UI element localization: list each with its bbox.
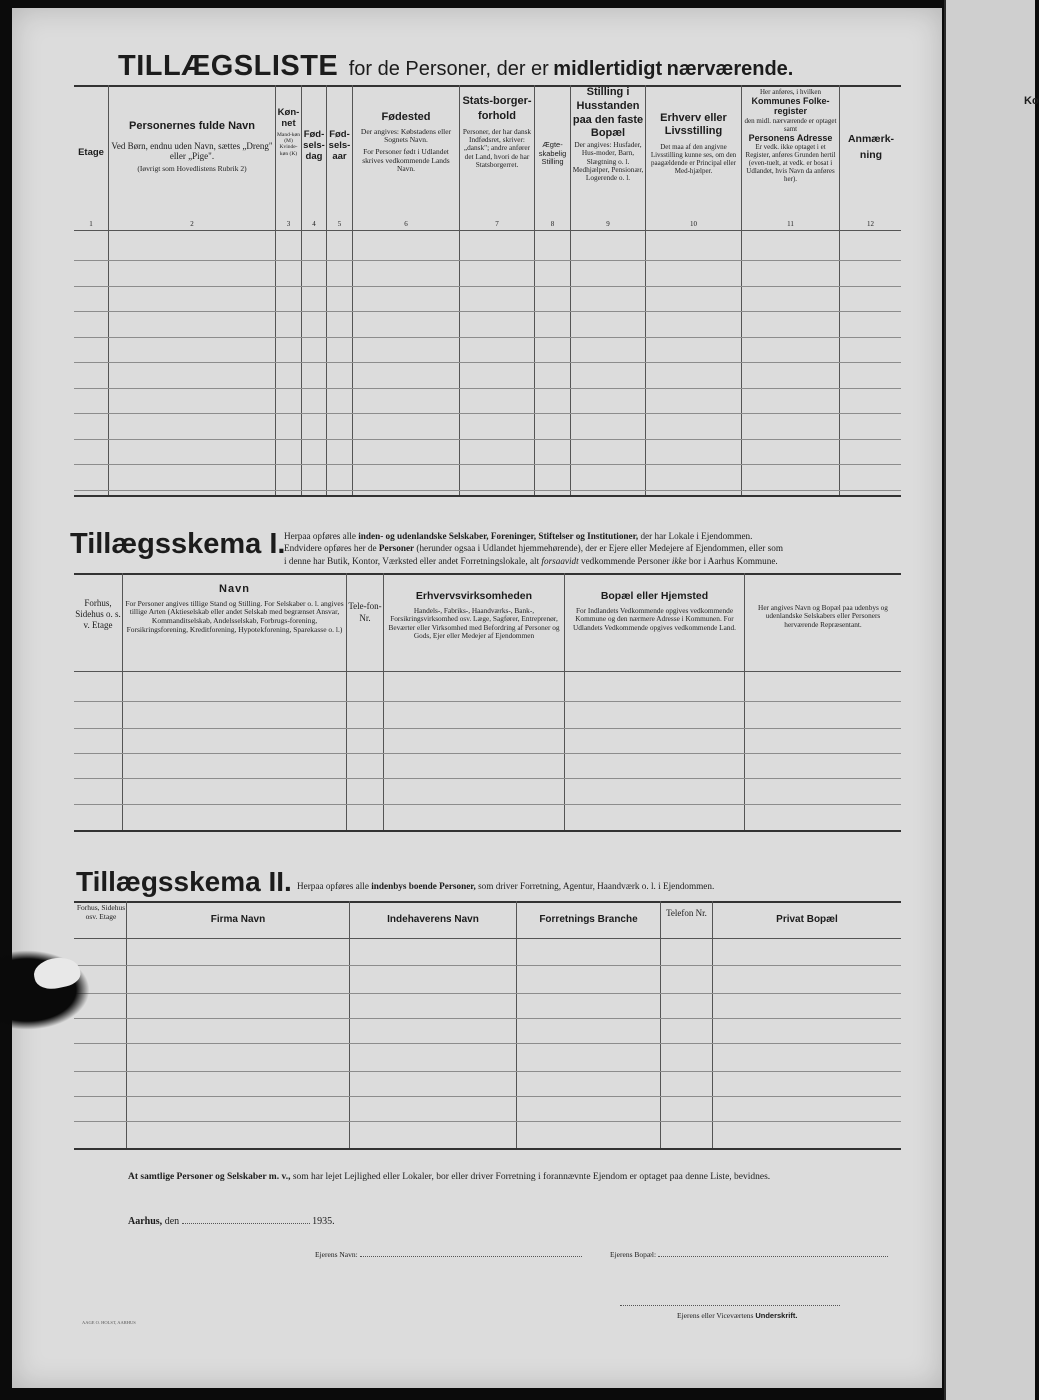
col-koen-header [276, 108, 301, 157]
skema1-col-erhverv-sub: Handels-, Fabriks-, Haandværks-, Bank-, Forsikringsvirksomhed osv. Læge, Sagfører, Entreprenør, Beværter eller Virksomhed med Befordring af Personer og Gods, Ejer eller Medejer af Ejendommen [388, 606, 560, 641]
col-num-6: 6 [404, 220, 408, 228]
year: 1935. [312, 1216, 335, 1227]
col-folkeregister-sub0: Her anføres, i hvilken [759, 88, 822, 96]
col-num-5: 5 [337, 220, 342, 228]
col-etage-header: Etage [78, 147, 104, 158]
col-statsborger-head: Stats-borger-forhold [462, 95, 532, 122]
skema1-intro-3e: bor i Aarhus Kommune. [688, 555, 778, 566]
skema1-intro [284, 530, 904, 567]
skema1-intro-1c: der har Lokale i Ejendommen. [640, 531, 753, 541]
col-aegteskab-header: Ægte-skabelig Stilling [538, 140, 567, 167]
facing-page-edge [944, 0, 1039, 1400]
row-rule [74, 439, 901, 440]
row-rule [74, 728, 901, 729]
title-big: TILLÆGSLISTE [118, 50, 339, 82]
skema1-intro-2: Endvidere opføres her de [284, 543, 377, 554]
col-folkeregister-head2: Personens Adresse [748, 132, 833, 143]
col-koen-head: Køn-net [277, 107, 300, 129]
underskrift-1: Ejerens eller Viceværtens [677, 1311, 754, 1320]
skema1-col-navn-head: Navn [219, 583, 250, 595]
row-rule [74, 1121, 901, 1122]
skema1-intro-3: i denne har Butik, Kontor, Værksted eller andet Forretningslokale, alt [284, 555, 540, 566]
ejer-bopael-label: Ejerens Bopæl: [610, 1250, 657, 1259]
facing-page-text: Ko [1024, 95, 1039, 107]
underskrift-label [677, 1311, 797, 1320]
skema1-intro-2c: (herunder ogsaa i Udlandet hjemmehørende), der er Ejere eller Medejere af Ejendommen, eller som [416, 543, 783, 554]
col-num-8: 8 [550, 220, 555, 228]
skema2-col-etage: Forhus, Sidehus osv. Etage [76, 903, 126, 921]
skema1-intro-3d: ikke [671, 555, 687, 566]
col-folkeregister-sub: den midl. nærværende er optaget samt [744, 116, 837, 133]
skema2-title: Tillægsskema II. [76, 866, 292, 897]
skema1-col-tele: Tele-fon-Nr. [348, 601, 382, 624]
row-rule [74, 260, 901, 261]
col-num-2: 2 [190, 220, 194, 228]
row-rule [74, 965, 901, 966]
certify-text [128, 1172, 770, 1182]
skema2-col-telefon: Telefon Nr. [666, 908, 707, 918]
row-rule [74, 490, 901, 491]
col-navn-sub: Ved Børn, endnu uden Navn, sættes „Dreng" eller „Pige". [111, 140, 273, 161]
col-erhverv-head: Erhverv eller Livsstilling [660, 112, 727, 137]
row-rule [74, 804, 901, 805]
col-stilling-head2: Bopæl [590, 127, 626, 140]
row-rule [74, 311, 901, 312]
skema1-col-bopael-sub: For Indlandets Vedkommende opgives vedkommende Kommune og den nærmere Adresse i Kommunen. For Udlandets Vedkommende opgives vedkommende Land. [573, 606, 736, 632]
col-koen-sub: Mand-køn (M) Kvinde-køn (K) [277, 131, 300, 157]
row-rule [74, 1018, 901, 1019]
skema2-intro-1c: som driver Forretning, Agentur, Haandværk o. l. i Ejendommen. [478, 881, 715, 891]
row-rule [74, 337, 901, 338]
certify-2: som har lejet Lejlighed eller Lokaler, bor eller driver Forretning i forannævnte Ejendom er optaget paa denne Liste, bevidnes. [292, 1172, 771, 1182]
skema1-col-navn [124, 583, 345, 634]
row-rule [74, 362, 901, 363]
ejer-bopael-line [610, 1250, 888, 1259]
skema2-intro-1: Herpaa opføres alle [297, 881, 369, 891]
col-statsborger-header [461, 94, 533, 170]
skema1-col-navn-sub: For Personer angives tillige Stand og Stilling. For Selskaber o. l. angives tillige Arten (Aktieselskab eller andet Selskab med begrænset Ansvar, Kommanditselskab, Andelsselskab, Forbrugs-forening, Forsikringsforening, Kreditforening, Hypotekforening, Sparekasse o. l.) [125, 598, 344, 634]
col-num-12: 12 [867, 220, 874, 228]
skema1-col-bopael [566, 590, 743, 632]
col-foedselsaar-header: Fød-sels-aar [328, 129, 351, 162]
col-navn-sub2: (Iøvrigt som Hovedlistens Rubrik 2) [137, 164, 247, 174]
skema1-intro-1: Herpaa opføres alle [284, 531, 356, 541]
skema2-col-indehaver: Indehaverens Navn [387, 914, 479, 925]
skema2-col-firma: Firma Navn [210, 914, 266, 925]
skema2-col-bopael: Privat Bopæl [776, 914, 838, 925]
title-rest-1: for de Personer, der er [348, 58, 549, 80]
skema1-col-etage: Forhus, Sidehus o. s. v. Etage [75, 598, 121, 630]
skema1-col-bopael-head: Bopæl eller Hjemsted [600, 590, 709, 602]
ejer-navn-field[interactable] [360, 1256, 582, 1257]
ejer-navn-line [315, 1250, 582, 1259]
col-num-7: 7 [495, 220, 499, 228]
col-num-4: 4 [312, 220, 316, 228]
skema1-col-erhverv-head: Erhvervsvirksomheden [415, 590, 533, 602]
col-erhverv-header [647, 112, 740, 175]
row-rule [74, 993, 901, 994]
skema2-col-branche: Forretnings Branche [539, 914, 638, 925]
col-stilling-header [572, 86, 644, 183]
row-rule [74, 1096, 901, 1097]
skema1-intro-2b: Personer [378, 543, 415, 554]
col-num-9: 9 [606, 220, 610, 228]
col-foedested-sub2: For Personer født i Udlandet skrives vedkommende Lands Navn. [362, 146, 450, 174]
row-rule [74, 753, 901, 754]
col-num-11: 11 [787, 220, 794, 228]
col-foedested-sub: Der angives: Købstadens eller Sognets Navn. [360, 126, 452, 145]
form-page [12, 8, 942, 1388]
col-folkeregister-sub2: Er vedk. ikke optaget i et Register, anføres Grunden hertil (even-tuelt, at vedk. er bosat i Udlandet, hvis Navn da anføres her). [745, 143, 836, 184]
den-label: den [164, 1216, 180, 1227]
skema1-intro-1b: inden- og udenlandske Selskaber, Foreninger, Stiftelser og Institutioner, [358, 531, 639, 541]
skema2-intro [297, 881, 714, 891]
row-rule [74, 701, 901, 702]
certify-1: At samtlige Personer og Selskaber m. v., [128, 1172, 291, 1182]
col-foedested-head: Fødested [381, 111, 431, 123]
place: Aarhus, [128, 1216, 163, 1227]
col-num-10: 10 [690, 220, 697, 228]
title-rest-3: nærværende. [666, 58, 794, 80]
skema1-intro-3b: forsaavidt [541, 555, 579, 566]
col-num-3: 3 [286, 220, 291, 228]
printer-mark: AAGE O. HOLST, AARHUS [82, 1320, 136, 1325]
row-rule [74, 413, 901, 414]
skema1-col-repr: Her angives Navn og Bopæl paa udenbys og udenlandske Selskabers eller Personers herværende Repræsentant. [758, 603, 888, 629]
row-rule [74, 1043, 901, 1044]
col-stilling-sub: Der angives: Husfader, Hus-moder, Barn, Slægtning o. l. Medhjælper, Pensionær, Logerende o. l. [572, 139, 644, 183]
underskrift-2: Underskrift. [755, 1311, 798, 1320]
ejer-bopael-field[interactable] [658, 1256, 888, 1257]
col-navn-header [110, 120, 274, 174]
col-navn-head: Personernes fulde Navn [129, 120, 255, 132]
col-foedested-header [354, 111, 458, 174]
row-rule [74, 1071, 901, 1072]
row-rule [74, 388, 901, 389]
tillaegsliste-title [118, 50, 793, 83]
ejer-navn-label: Ejerens Navn: [315, 1250, 358, 1259]
title-rest-2: midlertidigt [553, 58, 663, 80]
col-anmaerkning-header: Anmærk-ning [847, 133, 895, 161]
place-date-line [128, 1216, 335, 1227]
row-rule [74, 286, 901, 287]
col-num-1: 1 [89, 220, 93, 228]
col-folkeregister-head: Kommunes Folke-register [751, 96, 830, 117]
skema1-title: Tillægsskema I. [70, 528, 286, 560]
col-erhverv-sub: Det maa af den angivne Livsstilling kunne ses, om den paagældende er Principal eller Med-hjælper. [650, 143, 737, 176]
skema1-col-erhverv [385, 590, 563, 641]
col-foedselsdag-header: Fød-sels-dag [303, 129, 325, 162]
row-rule [74, 778, 901, 779]
col-stilling-head: Stilling i Husstanden paa den faste [572, 86, 644, 126]
underskrift-field[interactable] [620, 1305, 840, 1306]
row-rule [74, 464, 901, 465]
col-folkeregister-header [743, 88, 838, 183]
skema1-intro-3c: vedkommende Personer [580, 555, 670, 566]
col-statsborger-sub: Personer, der har dansk Indfødsret, skriver: „dansk"; andre anfører det Land, hvori de har Statsborgerret. [462, 126, 532, 170]
skema2-intro-1b: indenbys boende Personer, [371, 881, 476, 891]
date-field[interactable] [182, 1223, 310, 1224]
